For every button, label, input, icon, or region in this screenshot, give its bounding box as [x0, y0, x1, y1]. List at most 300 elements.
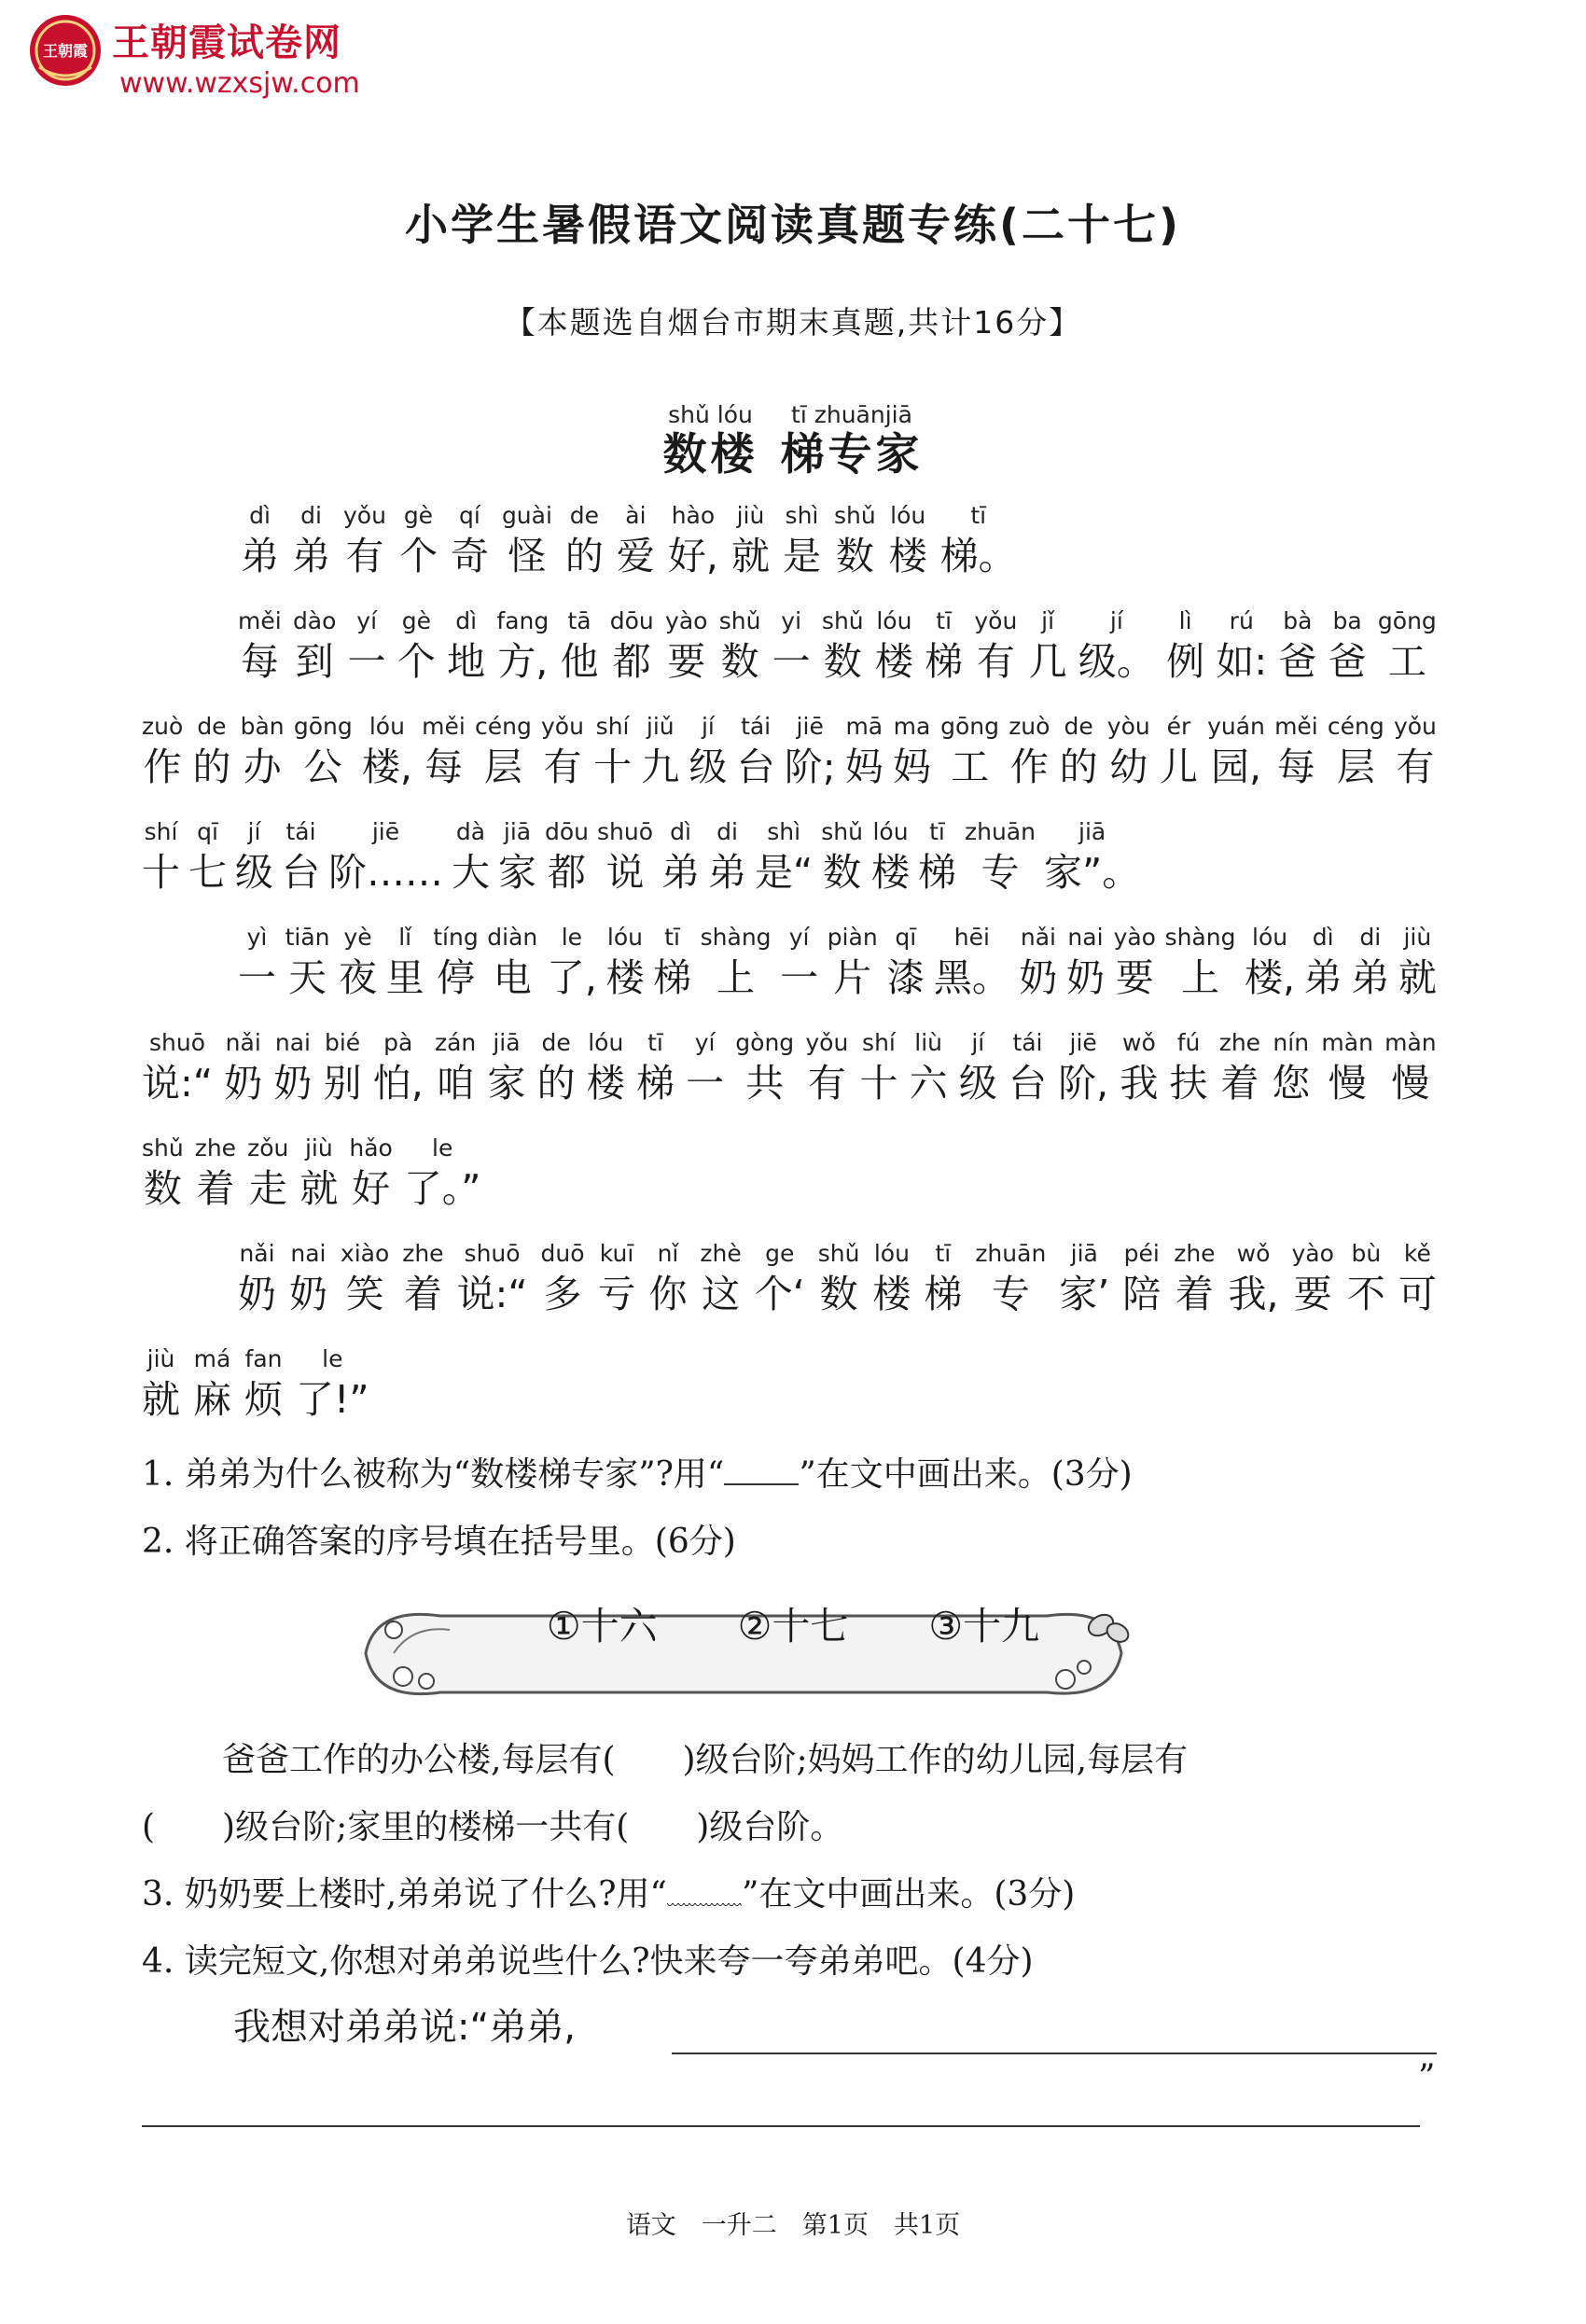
ruby-char — [1044, 818, 1140, 898]
hanzi: 弟 — [661, 850, 701, 895]
ruby-char — [452, 818, 490, 898]
hanzi: 梯 — [918, 850, 956, 895]
ruby-char — [433, 924, 478, 1004]
ruby-char — [828, 924, 878, 1004]
pinyin: yuán — [1207, 713, 1265, 740]
pinyin: nai — [290, 1240, 327, 1267]
pinyin: yǒu — [974, 607, 1018, 634]
pinyin: jí — [701, 713, 715, 740]
ruby-char — [402, 1240, 443, 1320]
hanzi: 弟 — [292, 534, 330, 578]
ruby-char — [435, 1029, 476, 1109]
pinyin: màn — [1321, 1029, 1373, 1056]
hanzi: 一 — [686, 1061, 725, 1106]
hanzi: 说:“ — [456, 1272, 528, 1316]
ruby-char — [238, 1240, 276, 1320]
ruby-char — [845, 713, 883, 793]
passage-line — [142, 713, 1437, 793]
ruby-char — [889, 502, 927, 582]
hanzi: 的 — [192, 745, 231, 789]
pinyin: dì — [1312, 924, 1334, 951]
pinyin: měi — [1274, 713, 1318, 740]
ruby-char — [1170, 1029, 1208, 1109]
hanzi: 弟 — [241, 534, 279, 578]
hanzi: 怪 — [508, 534, 547, 578]
hanzi: 慢 — [1391, 1061, 1430, 1106]
hanzi: 阶…… — [328, 850, 443, 895]
ruby-char — [1216, 607, 1267, 688]
pinyin: diàn — [487, 924, 538, 951]
pinyin: fang — [496, 607, 550, 634]
ruby-char — [1059, 1240, 1109, 1320]
pinyin: shàng — [1164, 924, 1236, 951]
pinyin: měi — [422, 713, 466, 740]
pinyin: tái — [741, 713, 772, 740]
pinyin: yào — [665, 607, 708, 634]
ruby-char — [1078, 607, 1155, 688]
ruby-char — [447, 607, 485, 688]
pinyin: gè — [403, 502, 434, 529]
hanzi: 有 — [543, 745, 582, 789]
ruby-char — [1009, 713, 1050, 793]
hanzi: 了, — [546, 955, 597, 1000]
ruby-char — [296, 1345, 369, 1426]
hanzi: 工 — [1387, 639, 1426, 684]
pinyin: rú — [1229, 607, 1254, 634]
hanzi: 专 — [981, 850, 1020, 895]
pinyin: yào — [1291, 1240, 1334, 1267]
hanzi: 奶 — [1065, 955, 1105, 1000]
hanzi: 台 — [1008, 1061, 1047, 1106]
pinyin: bàn — [240, 713, 285, 740]
hanzi: 家”。 — [1043, 850, 1141, 895]
ruby-char — [665, 607, 707, 688]
hanzi: 作 — [1009, 745, 1049, 789]
pinyin: wǒ — [1236, 1240, 1271, 1267]
pinyin: wǒ — [1122, 1029, 1156, 1056]
ruby-char — [1292, 1240, 1334, 1320]
pinyin: bù — [1351, 1240, 1382, 1267]
pinyin: shuō — [597, 818, 654, 845]
hanzi: 咱 — [436, 1061, 475, 1106]
pinyin: shí — [595, 713, 630, 740]
hanzi: 奶 — [288, 1272, 327, 1316]
pinyin: bié — [324, 1029, 361, 1056]
hanzi: 每 — [240, 639, 279, 684]
ruby-char — [1066, 924, 1105, 1004]
hanzi: 一 — [238, 955, 276, 1000]
ruby-char — [238, 924, 276, 1004]
pinyin: tiān — [285, 924, 330, 951]
passage-line — [238, 607, 1437, 688]
ruby-char — [244, 1345, 283, 1426]
ruby-char — [1029, 607, 1067, 688]
pinyin: lì — [1178, 607, 1192, 634]
hanzi: 夜 — [339, 955, 378, 1000]
fill-in-line-1: 爸爸工作的办公楼,每层有( )级台阶;妈妈工作的幼儿园,每层有 — [222, 1741, 1189, 1779]
hanzi: 阶; — [784, 745, 836, 789]
ruby-char — [293, 607, 336, 688]
hanzi: 级 — [958, 1061, 997, 1106]
pinyin: jiù — [146, 1345, 175, 1372]
pinyin: měi — [238, 607, 282, 634]
ruby-char — [1351, 924, 1389, 1004]
pinyin: jiā — [493, 1029, 521, 1056]
ruby-char — [299, 1134, 338, 1215]
pinyin: de — [541, 1029, 571, 1056]
ruby-char — [934, 924, 1010, 1004]
hanzi: 扶 — [1169, 1061, 1208, 1106]
pinyin: yǒu — [1393, 713, 1437, 740]
pinyin: dì — [670, 818, 691, 845]
brand-seal-icon — [26, 11, 104, 90]
document-title: 小学生暑假语文阅读真题专练(二十七) — [404, 200, 1182, 250]
ruby-char — [142, 1134, 184, 1215]
ruby-char — [1160, 713, 1198, 793]
hanzi: 这 — [702, 1272, 741, 1316]
hanzi: 台 — [282, 850, 320, 895]
ruby-char — [247, 1134, 288, 1215]
hanzi: 级。 — [1078, 639, 1155, 684]
hanzi: 梯 — [924, 1272, 963, 1316]
ruby-char — [1207, 713, 1265, 793]
hanzi: 梯 — [635, 1061, 675, 1106]
brand-name: 王朝霞试卷网 — [112, 21, 341, 64]
pinyin: yǒu — [805, 1029, 849, 1056]
pinyin: gōng — [1377, 607, 1437, 634]
ruby-char — [487, 924, 537, 1004]
ruby-char — [235, 818, 273, 898]
pinyin: shuō — [464, 1240, 521, 1267]
ruby-char — [285, 924, 330, 1004]
hanzi: 每 — [424, 745, 463, 789]
ruby-char — [821, 818, 863, 898]
ruby-char — [708, 818, 746, 898]
pinyin: shǔ — [817, 1240, 860, 1267]
pinyin: zán — [434, 1029, 477, 1056]
ruby-char — [1278, 607, 1316, 688]
pinyin: dà — [455, 818, 486, 845]
pinyin: jí — [247, 818, 261, 845]
ruby-char — [974, 607, 1017, 688]
passage-line — [238, 1240, 1437, 1320]
ruby-char — [1165, 924, 1236, 1004]
hanzi: 上 — [1181, 955, 1220, 1000]
hanzi: 十 — [859, 1061, 898, 1106]
hanzi: 个 — [398, 534, 438, 578]
answer-prompt: 我想对弟弟说:“弟弟, — [233, 2006, 576, 2049]
hanzi: 奶 — [273, 1061, 313, 1106]
option-2: ②十七 — [737, 1604, 849, 1649]
ruby-char — [636, 1029, 675, 1109]
pinyin: dōu — [545, 818, 590, 845]
ruby-char — [886, 924, 925, 1004]
pinyin: duō — [540, 1240, 585, 1267]
hanzi: 家 — [498, 850, 536, 895]
ruby-char — [1114, 924, 1156, 1004]
hanzi: 都 — [612, 639, 651, 684]
pinyin: jiù — [736, 502, 765, 529]
pinyin: lóu — [872, 818, 909, 845]
pinyin: tī zhuānjiā — [791, 401, 912, 428]
pinyin: kuī — [599, 1240, 634, 1267]
answer-line-1[interactable] — [672, 2053, 1437, 2054]
ruby-char — [545, 818, 589, 898]
hanzi: 亏 — [597, 1272, 636, 1316]
pinyin: shí — [862, 1029, 896, 1056]
pinyin: jí — [1109, 607, 1123, 634]
pinyin: qī — [895, 924, 917, 951]
hanzi: 要 — [1293, 1272, 1332, 1316]
pinyin: fan — [244, 1345, 283, 1372]
pinyin: le — [432, 1134, 453, 1162]
pinyin: dì — [249, 502, 271, 529]
ruby-char — [661, 818, 700, 898]
ruby-char — [605, 924, 644, 1004]
hanzi: 说 — [605, 850, 645, 895]
ruby-char — [918, 818, 956, 898]
pinyin: zhe — [194, 1134, 237, 1162]
hanzi: 共 — [745, 1061, 785, 1106]
pinyin: shì — [785, 502, 819, 529]
fill-in-line-2: ( )级台阶;家里的楼梯一共有( )级台阶。 — [142, 1808, 844, 1846]
ruby-char — [781, 401, 924, 481]
pinyin: péi — [1123, 1240, 1160, 1267]
hanzi: 就 — [299, 1166, 339, 1211]
ruby-char — [925, 607, 963, 688]
ruby-char — [1304, 924, 1343, 1004]
pinyin: nǎi — [225, 1029, 261, 1056]
pinyin: tái — [1012, 1029, 1043, 1056]
hanzi: 烦 — [244, 1377, 283, 1422]
ruby-char — [1378, 607, 1437, 688]
ruby-char — [561, 607, 599, 688]
hanzi: 一 — [772, 639, 811, 684]
pinyin: lóu — [1252, 924, 1288, 951]
hanzi: 数 — [143, 1166, 182, 1211]
pinyin: zhe — [402, 1240, 444, 1267]
ruby-char — [772, 607, 811, 688]
hanzi: 您 — [1272, 1061, 1311, 1106]
ruby-char — [871, 818, 910, 898]
ruby-char — [451, 502, 489, 582]
ruby-char — [1245, 924, 1295, 1004]
ruby-char — [610, 607, 654, 688]
pinyin: lǐ — [398, 924, 412, 951]
pinyin: lóu — [873, 1240, 910, 1267]
option-3: ③十九 — [928, 1604, 1040, 1649]
answer-line-2[interactable] — [142, 2125, 1420, 2127]
pinyin: tī — [647, 1029, 663, 1056]
pinyin: jiē — [796, 713, 824, 740]
story-title — [0, 401, 1586, 481]
hanzi: 漆 — [886, 955, 925, 1000]
ruby-char — [289, 1240, 327, 1320]
ruby-char — [965, 818, 1036, 898]
passage-line — [142, 1029, 1437, 1109]
hanzi: 梯 — [653, 955, 692, 1000]
hanzi: 有 — [1396, 745, 1435, 789]
hanzi: 儿 — [1159, 745, 1198, 789]
ruby-char — [547, 924, 597, 1004]
pinyin: tī — [929, 818, 945, 845]
ruby-char — [142, 713, 183, 793]
ruby-char — [343, 502, 386, 582]
pinyin: nai — [1067, 924, 1104, 951]
hanzi: 楼, — [361, 745, 412, 789]
pinyin: qī — [197, 818, 218, 845]
ruby-char — [700, 1240, 741, 1320]
passage-line — [142, 818, 1140, 898]
option-1: ①十六 — [546, 1604, 658, 1649]
ruby-char — [1328, 713, 1384, 793]
pinyin: yào — [1113, 924, 1156, 951]
hanzi: 他 — [560, 639, 599, 684]
ruby-char — [719, 607, 761, 688]
hanzi: 麻 — [193, 1377, 231, 1422]
hanzi: 着 — [1175, 1272, 1214, 1316]
ruby-char — [241, 713, 285, 793]
ruby-char — [818, 1240, 860, 1320]
pinyin: jiā — [503, 818, 532, 845]
ruby-char — [959, 1029, 997, 1109]
ruby-char — [498, 818, 536, 898]
pinyin: shuō — [149, 1029, 206, 1056]
ruby-char — [755, 1240, 805, 1320]
ruby-char — [1394, 713, 1437, 793]
pinyin: le — [561, 924, 583, 951]
pinyin: shǔ lóu — [668, 401, 753, 428]
ruby-char — [496, 607, 549, 688]
ruby-char — [940, 713, 999, 793]
pinyin: hǎo — [349, 1134, 393, 1162]
ruby-char — [1058, 1029, 1108, 1109]
passage-line — [142, 1345, 369, 1426]
pinyin: gè — [401, 607, 432, 634]
pinyin: yí — [788, 924, 810, 951]
ruby-char — [348, 607, 386, 688]
ruby-char — [1329, 607, 1367, 688]
ruby-char — [142, 818, 180, 898]
pinyin: yi — [781, 607, 802, 634]
pinyin: jiā — [1078, 818, 1106, 845]
ruby-char — [834, 502, 876, 582]
pinyin: lóu — [606, 924, 644, 951]
hanzi: 妈 — [892, 745, 931, 789]
pinyin: dào — [292, 607, 337, 634]
svg-text:王朝霞: 王朝霞 — [42, 42, 89, 60]
ruby-char — [648, 1240, 687, 1320]
pinyin: ge — [765, 1240, 795, 1267]
ruby-char — [1120, 1029, 1158, 1109]
hanzi: 楼 — [586, 1061, 625, 1106]
passage-line — [142, 1134, 481, 1215]
ruby-char — [875, 607, 913, 688]
hanzi: 六 — [909, 1061, 948, 1106]
pinyin: shí — [144, 818, 178, 845]
answer-close-quote: ” — [1418, 2058, 1436, 2096]
ruby-char — [324, 1029, 362, 1109]
pinyin: nai — [274, 1029, 311, 1056]
ruby-char — [617, 502, 655, 582]
pinyin: yí — [356, 607, 378, 634]
ruby-char — [593, 713, 632, 793]
pinyin: nǎi — [1020, 924, 1056, 951]
hanzi: 笑 — [345, 1272, 384, 1316]
ruby-char — [328, 818, 443, 898]
pinyin: lóu — [588, 1029, 624, 1056]
hanzi: 有 — [976, 639, 1015, 684]
hanzi: 阶, — [1058, 1061, 1109, 1106]
hanzi: 都 — [548, 850, 586, 895]
ruby-char — [475, 713, 532, 793]
ruby-char — [404, 1134, 481, 1215]
pinyin: tī — [664, 924, 680, 951]
pinyin: shǔ — [821, 818, 863, 845]
pinyin: má — [193, 1345, 231, 1372]
ruby-char — [598, 1240, 636, 1320]
hanzi: 数楼 — [662, 429, 758, 480]
ruby-char — [1229, 1240, 1279, 1320]
pinyin: jiù — [1403, 924, 1432, 951]
ruby-char — [502, 502, 552, 582]
pinyin: ma — [893, 713, 931, 740]
hanzi: 是 — [782, 534, 821, 578]
pinyin: shǔ — [833, 502, 876, 529]
hanzi: 要 — [667, 639, 706, 684]
hanzi: 就 — [1398, 955, 1437, 1000]
ruby-char — [893, 713, 931, 793]
hanzi: 要 — [1115, 955, 1154, 1000]
pinyin: tíng — [433, 924, 479, 951]
pinyin: màn — [1384, 1029, 1437, 1056]
hanzi: 就 — [730, 534, 770, 578]
ruby-char — [924, 1240, 962, 1320]
ruby-char — [188, 818, 227, 898]
pinyin: ba — [1332, 607, 1362, 634]
hanzi: 有 — [345, 534, 384, 578]
hanzi: 梯 — [925, 639, 964, 684]
hanzi: 一 — [347, 639, 386, 684]
hanzi: 爸 — [1278, 639, 1317, 684]
pinyin: shǔ — [821, 607, 864, 634]
hanzi: 是“ — [755, 850, 814, 895]
ruby-char — [975, 1240, 1046, 1320]
pinyin: qí — [459, 502, 480, 529]
pinyin: de — [197, 713, 227, 740]
hanzi: 梯。 — [939, 534, 1017, 578]
hanzi: 工 — [951, 745, 990, 789]
hanzi: 多 — [543, 1272, 582, 1316]
hanzi: 楼 — [872, 1272, 911, 1316]
ruby-char — [1009, 1029, 1047, 1109]
pinyin: jiǔ — [646, 713, 675, 740]
pinyin: lóu — [876, 607, 912, 634]
ruby-char — [192, 713, 230, 793]
pinyin: jiā — [1070, 1240, 1098, 1267]
pinyin: lóu — [890, 502, 926, 529]
hanzi: 专 — [991, 1272, 1030, 1316]
pinyin: ér — [1166, 713, 1191, 740]
hanzi: 了。” — [403, 1166, 481, 1211]
ruby-char — [940, 502, 1017, 582]
hanzi: 着 — [196, 1166, 235, 1211]
question-4: 4. 读完短文,你想对弟弟说些什么?快来夸一夸弟弟吧。(4分) — [142, 1942, 1034, 1981]
hanzi: 有 — [807, 1061, 846, 1106]
pinyin: zhe — [1174, 1240, 1216, 1267]
hanzi: 奶 — [238, 1272, 276, 1316]
pinyin: piàn — [827, 924, 878, 951]
